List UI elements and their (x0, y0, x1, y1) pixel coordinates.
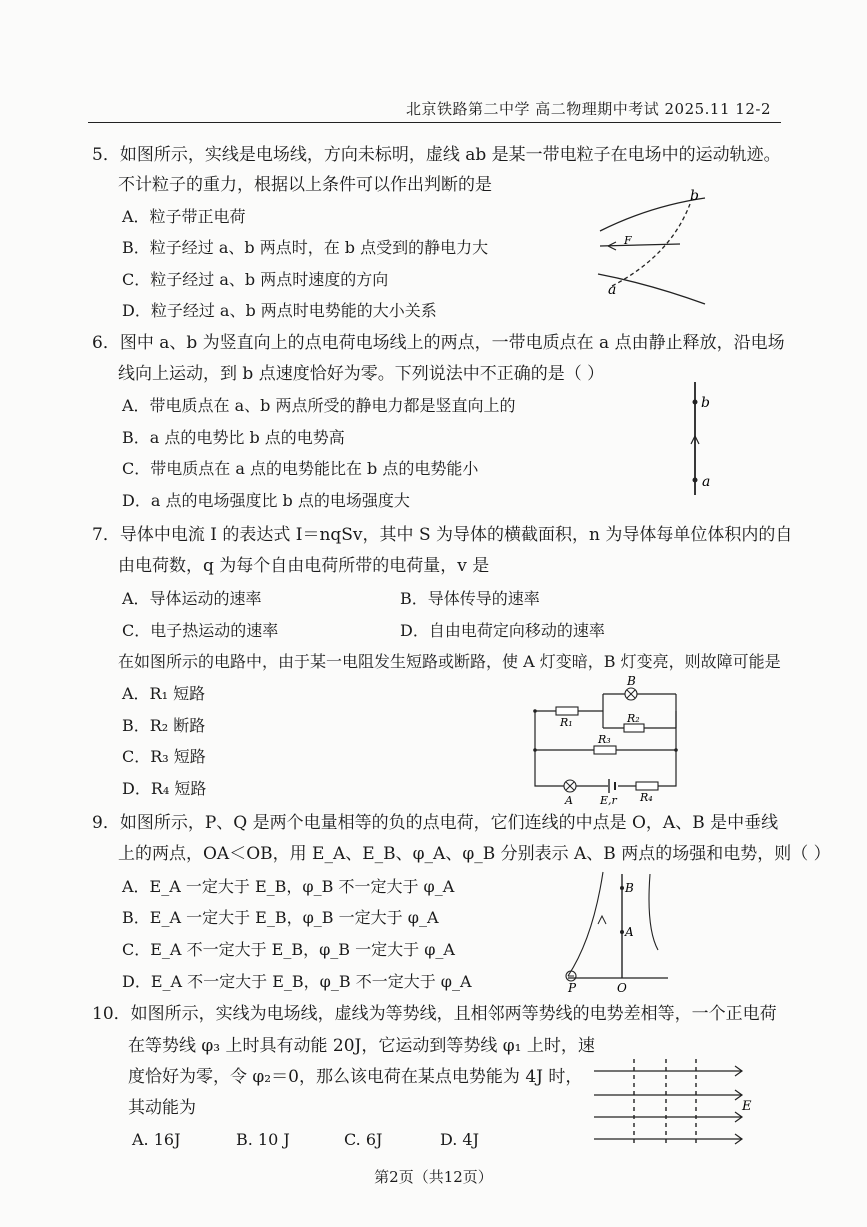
q10-option-d: D. 4J (440, 1130, 480, 1149)
page-footer: 第2页（共12页） (374, 1168, 493, 1186)
header-text: 北京铁路第二中学 高二物理期中考试 2025.11 12-2 (405, 100, 771, 118)
q10-option-c: C. 6J (344, 1130, 383, 1149)
q8-label-r2: R₂ (627, 712, 640, 725)
q9-option-b: B．E_A 一定大于 E_B，φ_B 一定大于 φ_A (122, 908, 439, 927)
q8-label-lamp-b: B (627, 674, 636, 688)
q9-stem-line1: 9．如图所示，P、Q 是两个电量相等的负的点电荷，它们连线的中点是 O，A、B 是中垂线 (92, 813, 779, 833)
q6-option-b: B．a 点的电势比 b 点的电势高 (122, 428, 345, 447)
q8-label-r4: R₄ (640, 791, 653, 804)
q10-option-b: B. 10 J (236, 1130, 290, 1149)
q6-label-b: b (701, 395, 710, 411)
q9-stem-line2: 上的两点，OA＜OB，用 E_A、E_B、φ_A、φ_B 分别表示 A、B 两点的场强和电势，则（ ） (118, 844, 831, 864)
q9-charges-figure (558, 868, 678, 996)
q6-stem-line1: 6．图中 a、b 为竖直向上的点电荷电场线上的两点，一带电质点在 a 点由静止释放，沿电场 (92, 333, 785, 353)
q6-option-d: D．a 点的电场强度比 b 点的电场强度大 (122, 491, 410, 510)
q5-option-c: C．粒子经过 a、b 两点时速度的方向 (122, 270, 389, 289)
q10-stem-line2: 在等势线 φ₃ 上时具有动能 20J，它运动到等势线 φ₁ 上时，速 (128, 1036, 595, 1056)
q9-label-b: B (625, 881, 634, 895)
q8-label-r1: R₁ (560, 716, 573, 729)
q9-label-p: P (568, 981, 577, 995)
q8-label-r3: R₃ (598, 733, 611, 746)
q7-stem-line2: 由电荷数，q 为每个自由电荷所带的电荷量，v 是 (118, 556, 490, 576)
q7-option-b: B．导体传导的速率 (400, 589, 540, 608)
q8-circuit-figure (528, 676, 688, 806)
q9-label-a: A (625, 925, 634, 939)
q10-stem-line4: 其动能为 (128, 1098, 196, 1118)
q6-stem-line2: 线向上运动，到 b 点速度恰好为零。下列说法中不正确的是（ ） (118, 364, 605, 384)
q10-stem-line1: 10．如图所示，实线为电场线，虚线为等势线，且相邻两等势线的电势差相等，一个正电荷 (92, 1004, 777, 1024)
q5-stem-line2: 不计粒子的重力，根据以上条件可以作出判断的是 (118, 175, 492, 195)
q5-stem-line1: 5．如图所示，实线是电场线，方向未标明，虚线 ab 是某一带电粒子在电场中的运动轨迹。 (92, 145, 781, 165)
q8-option-a: A．R₁ 短路 (122, 684, 206, 703)
q5-field-figure (590, 186, 720, 311)
q8-label-battery: E,r (600, 794, 617, 807)
q5-label-b: b (690, 188, 699, 204)
q8-option-d: D．R₄ 短路 (122, 779, 207, 798)
q5-label-a: a (608, 282, 617, 298)
q10-equipotential-figure (592, 1055, 757, 1150)
q8-stem-line1: 在如图所示的电路中，由于某一电阻发生短路或断路，使 A 灯变暗，B 灯变亮，则故障可能是 (118, 652, 781, 671)
q10-option-a: A. 16J (132, 1130, 181, 1149)
page-header (88, 96, 781, 123)
q5-option-b: B．粒子经过 a、b 两点时，在 b 点受到的静电力大 (122, 238, 489, 257)
q6-option-c: C．带电质点在 a 点的电势能比在 b 点的电势能小 (122, 459, 479, 478)
q5-option-d: D．粒子经过 a、b 两点时电势能的大小关系 (122, 301, 437, 320)
q7-option-c: C．电子热运动的速率 (122, 621, 279, 640)
q10-label-e: E (742, 1099, 752, 1114)
q7-stem-line1: 7．导体中电流 I 的表达式 I＝nqSv，其中 S 为导体的横截面积，n 为导体每单位体积内的自 (92, 525, 793, 545)
q9-option-a: A．E_A 一定大于 E_B，φ_B 不一定大于 φ_A (122, 877, 455, 896)
q7-option-d: D．自由电荷定向移动的速率 (400, 621, 605, 640)
q9-option-d: D．E_A 不一定大于 E_B，φ_B 不一定大于 φ_A (122, 972, 472, 991)
q6-field-line-figure (685, 380, 725, 500)
q8-option-b: B．R₂ 断路 (122, 716, 206, 735)
q5-label-f: F (624, 234, 632, 247)
q9-label-o: O (617, 981, 627, 995)
q10-stem-line3: 度恰好为零，令 φ₂＝0，那么该电荷在某点电势能为 4J 时， (128, 1067, 583, 1087)
q8-label-lamp-a: A (565, 794, 573, 807)
q6-option-a: A．带电质点在 a、b 两点所受的静电力都是竖直向上的 (122, 396, 516, 415)
q9-option-c: C．E_A 不一定大于 E_B，φ_B 一定大于 φ_A (122, 940, 455, 959)
q5-option-a: A．粒子带正电荷 (122, 207, 246, 226)
q7-option-a: A．导体运动的速率 (122, 589, 262, 608)
q6-label-a: a (702, 474, 711, 490)
q8-option-c: C．R₃ 短路 (122, 747, 206, 766)
